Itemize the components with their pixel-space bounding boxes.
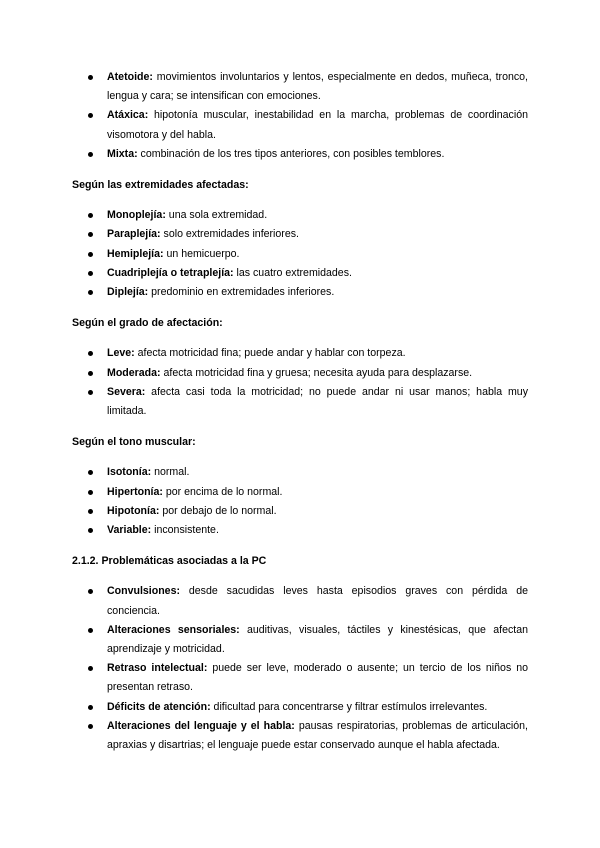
list-item: [72, 383, 528, 421]
item-text: hipotonía muscular, inestabilidad en la marcha, problemas de coordinación visomotora y del habla.: [107, 109, 528, 141]
item-text: por encima de lo normal.: [162, 485, 283, 498]
list-item: [72, 264, 528, 283]
item-term: Monoplejía:: [107, 209, 166, 222]
heading-grado: Según el grado de afectación:: [72, 317, 223, 330]
item-term: Convulsiones:: [107, 585, 180, 598]
item-text: dificultad para concentrarse y filtrar estímulos irrelevantes.: [210, 700, 488, 713]
item-term: Severa:: [107, 385, 146, 398]
list-item: [72, 717, 528, 755]
item-text: predominio en extremidades inferiores.: [148, 286, 335, 299]
item-term: Cuadriplejía o tetraplejía:: [107, 266, 234, 279]
item-term: Alteraciones sensoriales:: [107, 623, 240, 636]
list-item: [72, 145, 528, 164]
item-text: por debajo de lo normal.: [159, 504, 277, 517]
list-item: [72, 463, 528, 482]
item-term: Variable:: [107, 524, 152, 537]
item-text: normal.: [151, 466, 190, 479]
item-term: Diplejía:: [107, 286, 149, 299]
heading-tono: Según el tono muscular:: [72, 436, 196, 449]
heading-extremidades: Según las extremidades afectadas:: [72, 179, 249, 192]
item-term: Atetoide:: [107, 71, 153, 83]
problematicas-list: [72, 582, 528, 755]
item-text: desde sacudidas leves hasta episodios graves con pérdida de conciencia.: [107, 585, 528, 617]
list-item: [72, 283, 528, 302]
item-term: Hemiplejía:: [107, 247, 164, 260]
item-text: puede ser leve, moderado o ausente; un tercio de los niños no presentan retraso.: [107, 662, 528, 694]
item-term: Alteraciones del lenguaje y el habla:: [107, 719, 295, 732]
item-term: Atáxica:: [107, 109, 149, 122]
heading-problematicas: 2.1.2. Problemáticas asociadas a la PC: [72, 555, 267, 568]
intro-list: [72, 68, 528, 164]
list-item: [72, 698, 528, 717]
list-item: [72, 106, 528, 144]
list-item: [72, 483, 528, 502]
item-text: inconsistente.: [151, 524, 219, 537]
item-term: Déficits de atención:: [107, 700, 211, 713]
list-item: [72, 206, 528, 225]
list-item: [72, 364, 528, 383]
item-text: combinación de los tres tipos anteriores, con posibles temblores.: [137, 147, 445, 160]
item-text: una sola extremidad.: [165, 209, 268, 222]
tono-list: [72, 463, 528, 540]
item-text: pausas respiratorias, problemas de articulación, apraxias y disartrias; el lenguaje puede estar conservado aunque el habla afectada.: [107, 719, 528, 752]
item-term: Paraplejía:: [107, 228, 161, 241]
item-term: Hipotonía:: [107, 504, 160, 517]
item-text: afecta casi toda la motricidad; no puede andar ni usar manos; habla muy limitada.: [107, 385, 528, 418]
list-item: [72, 502, 528, 521]
item-term: Isotonía:: [107, 466, 152, 479]
item-text: movimientos involuntarios y lentos, especialmente en dedos, muñeca, tronco, lengua y cara; se intensifican con emociones.: [107, 71, 528, 103]
item-text: un hemicuerpo.: [163, 247, 240, 260]
list-item: [72, 521, 528, 540]
page-content: [72, 68, 528, 755]
list-item: [72, 245, 528, 264]
item-term: Leve:: [107, 347, 135, 360]
list-item: [72, 659, 528, 697]
item-term: Retraso intelectual:: [107, 662, 208, 675]
item-text: afecta motricidad fina y gruesa; necesita ayuda para desplazarse.: [160, 366, 473, 379]
item-text: afecta motricidad fina; puede andar y hablar con torpeza.: [134, 347, 406, 360]
list-item: [72, 344, 528, 363]
list-item: [72, 225, 528, 244]
item-term: Hipertonía:: [107, 485, 163, 498]
item-term: Mixta:: [107, 147, 138, 160]
item-text: las cuatro extremidades.: [233, 266, 352, 279]
grado-list: [72, 344, 528, 421]
list-item: [72, 68, 528, 106]
list-item: [72, 582, 528, 620]
item-text: auditivas, visuales, táctiles y kinestésicas, que afectan aprendizaje y motricidad.: [107, 623, 528, 656]
item-text: solo extremidades inferiores.: [160, 228, 299, 241]
item-term: Moderada:: [107, 366, 161, 379]
extremidades-list: [72, 206, 528, 302]
list-item: [72, 621, 528, 659]
